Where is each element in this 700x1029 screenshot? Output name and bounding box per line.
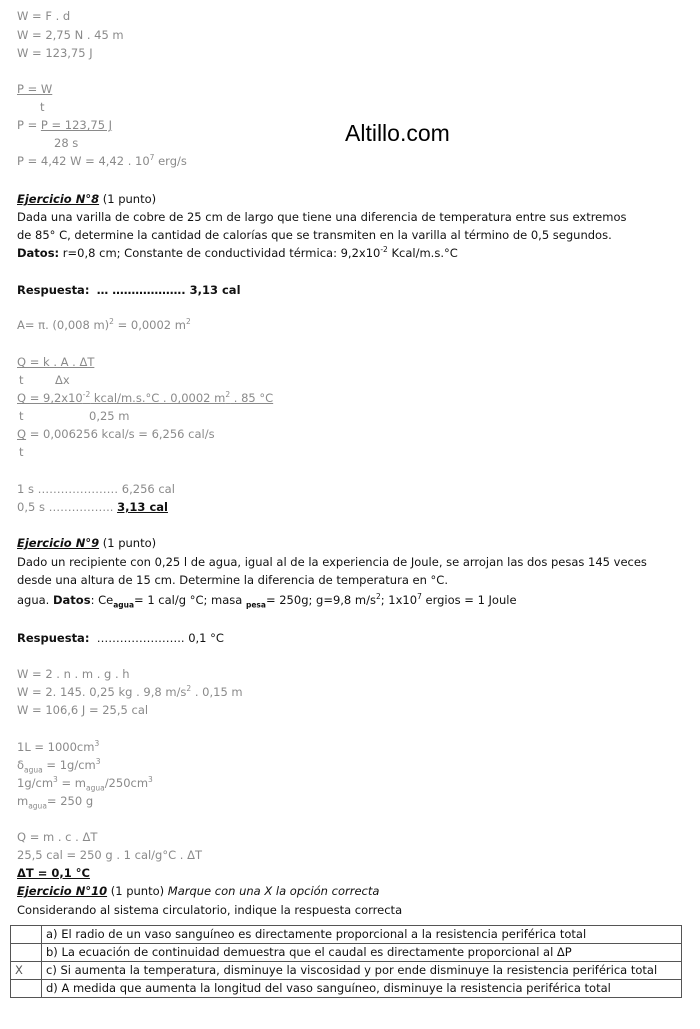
ex8-statement-line-2: de 85° C, determine la cantidad de calorías que se transmiten en la varilla al término de 0,5 segundos. [17, 228, 612, 242]
work-formula: W = F . d [17, 9, 71, 23]
ex8-data: Datos: r=0,8 cm; Constante de conductividad térmica: $9,2x10^{-2}$ Kcal/m.s.°C [17, 245, 458, 260]
ex9-heat-formula: Q = m . c . ΔT [17, 830, 98, 844]
ex8-heat-rate-den: t [19, 445, 24, 459]
ex9-work-substitution: W = 2. 145. 0,25 kg . 9,8 $m/s^2$ . 0,15 m [17, 684, 243, 699]
ex8-fourier-den-dx: Δx [55, 373, 70, 387]
option-mark-c[interactable]: X [11, 962, 42, 980]
ex9-final-result: ΔT = 0,1 °C [17, 866, 90, 880]
option-mark-a[interactable] [11, 926, 42, 944]
ex9-work-formula: W = 2 . n . m . g . h [17, 667, 130, 681]
ex10-heading: Ejercicio N°10 (1 punto) Marque con una X la opción correcta [17, 884, 380, 898]
ex9-density: $\delta_{agua} = 1g/cm^3$ [17, 757, 101, 775]
ex8-area-calc: A= π. (0,008 m)$^2$ = 0,0002 $m^2$ [17, 317, 191, 332]
power-substitution-numerator: P = P = 123,75 J [17, 118, 113, 132]
option-text-b: b) La ecuación de continuidad demuestra que el caudal es directamente proporcional al ΔP [42, 944, 682, 962]
option-row-b[interactable] [11, 944, 682, 962]
watermark-logo: Altillo.com [345, 120, 450, 146]
power-result: P = 4,42 W = 4,42 . $10^7$ erg/s [17, 153, 187, 168]
option-row-c[interactable] [11, 962, 682, 980]
ex10-instruction: Marque con una X la opción correcta [167, 884, 380, 898]
power-formula-denominator: t [40, 100, 45, 114]
power-formula-numerator: P = W [17, 82, 53, 96]
ex9-mass-result: $m_{agua}= 250$ g [17, 794, 94, 811]
ex8-fourier-den-t: t [19, 373, 24, 387]
ex9-mass-equation: $1g/cm^3 = m_{agua}/250cm^3$ [17, 775, 153, 793]
ex8-answer: Respuesta: … ………………. 3,13 cal [17, 283, 241, 297]
power-substitution-denominator: 28 s [54, 136, 79, 150]
ex10-options-table [10, 925, 682, 998]
ex9-heat-substitution: 25,5 cal = 250 g . 1 cal/g°C . ΔT [17, 848, 202, 862]
ex9-title: Ejercicio N°9 [17, 536, 100, 550]
ex9-work-result: W = 106,6 J = 25,5 cal [17, 703, 149, 717]
ex8-heading: Ejercicio N°8 (1 punto) [17, 192, 157, 206]
ex8-substitution-numerator: $Q = 9,2x10^{-2}$ kcal/m.s.°C . 0,0002 $m^2$ . 85 °C [17, 390, 274, 405]
ex10-statement: Considerando al sistema circulatorio, indique la respuesta correcta [17, 903, 403, 917]
ex8-statement-line-1: Dada una varilla de cobre de 25 cm de largo que tiene una diferencia de temperatura entre sus extremos [17, 210, 627, 224]
option-row-a[interactable] [11, 926, 682, 944]
ex10-title: Ejercicio N°10 [17, 884, 108, 898]
ex8-title: Ejercicio N°8 [17, 192, 100, 206]
ex8-heat-rate: Q = 0,006256 kcal/s = 6,256 cal/s [17, 427, 215, 441]
work-substitution: W = 2,75 N . 45 m [17, 28, 124, 42]
ex9-data: agua. Datos: $Ce_{agua}= 1$ cal/g °C; masa $_{pesa}$= 250g; g=9,8 $m/s^2$; $1x10^7$ ergios = 1 Joule [17, 592, 517, 610]
ex8-rule-line-2: 0,5 s …………….. 3,13 cal [17, 500, 168, 514]
ex9-answer: Respuesta: ………………….. 0,1 °C [17, 631, 224, 645]
option-row-d[interactable] [11, 980, 682, 998]
option-text-a: a) El radio de un vaso sanguíneo es directamente proporcional a la resistencia periférica total [42, 926, 682, 944]
ex9-volume: $1L = 1000cm^3$ [17, 739, 100, 754]
ex8-rule-line-1: 1 s ………………… 6,256 cal [17, 482, 175, 496]
ex8-substitution-den-length: 0,25 m [89, 409, 130, 423]
ex8-substitution-den-t: t [19, 409, 24, 423]
option-mark-d[interactable] [11, 980, 42, 998]
power-value: P = 123,75 J [40, 118, 113, 132]
option-mark-b[interactable] [11, 944, 42, 962]
ex8-final-result: 3,13 cal [117, 500, 168, 514]
option-text-d: d) A medida que aumenta la longitud del vaso sanguíneo, disminuye la resistencia periférica total [42, 980, 682, 998]
option-text-c: c) Si aumenta la temperatura, disminuye la viscosidad y por ende disminuye la resistencia periférica total [42, 962, 682, 980]
ex8-fourier-numerator: Q = k . A . ΔT [17, 355, 95, 369]
ex9-heading: Ejercicio N°9 (1 punto) [17, 536, 157, 550]
work-result: W = 123,75 J [17, 46, 93, 60]
ex9-statement-line-1: Dado un recipiente con 0,25 l de agua, igual al de la experiencia de Joule, se arrojan las dos pesas 145 veces [17, 555, 647, 569]
ex9-statement-line-2: desde una altura de 15 cm. Determine la diferencia de temperatura en °C. [17, 573, 448, 587]
